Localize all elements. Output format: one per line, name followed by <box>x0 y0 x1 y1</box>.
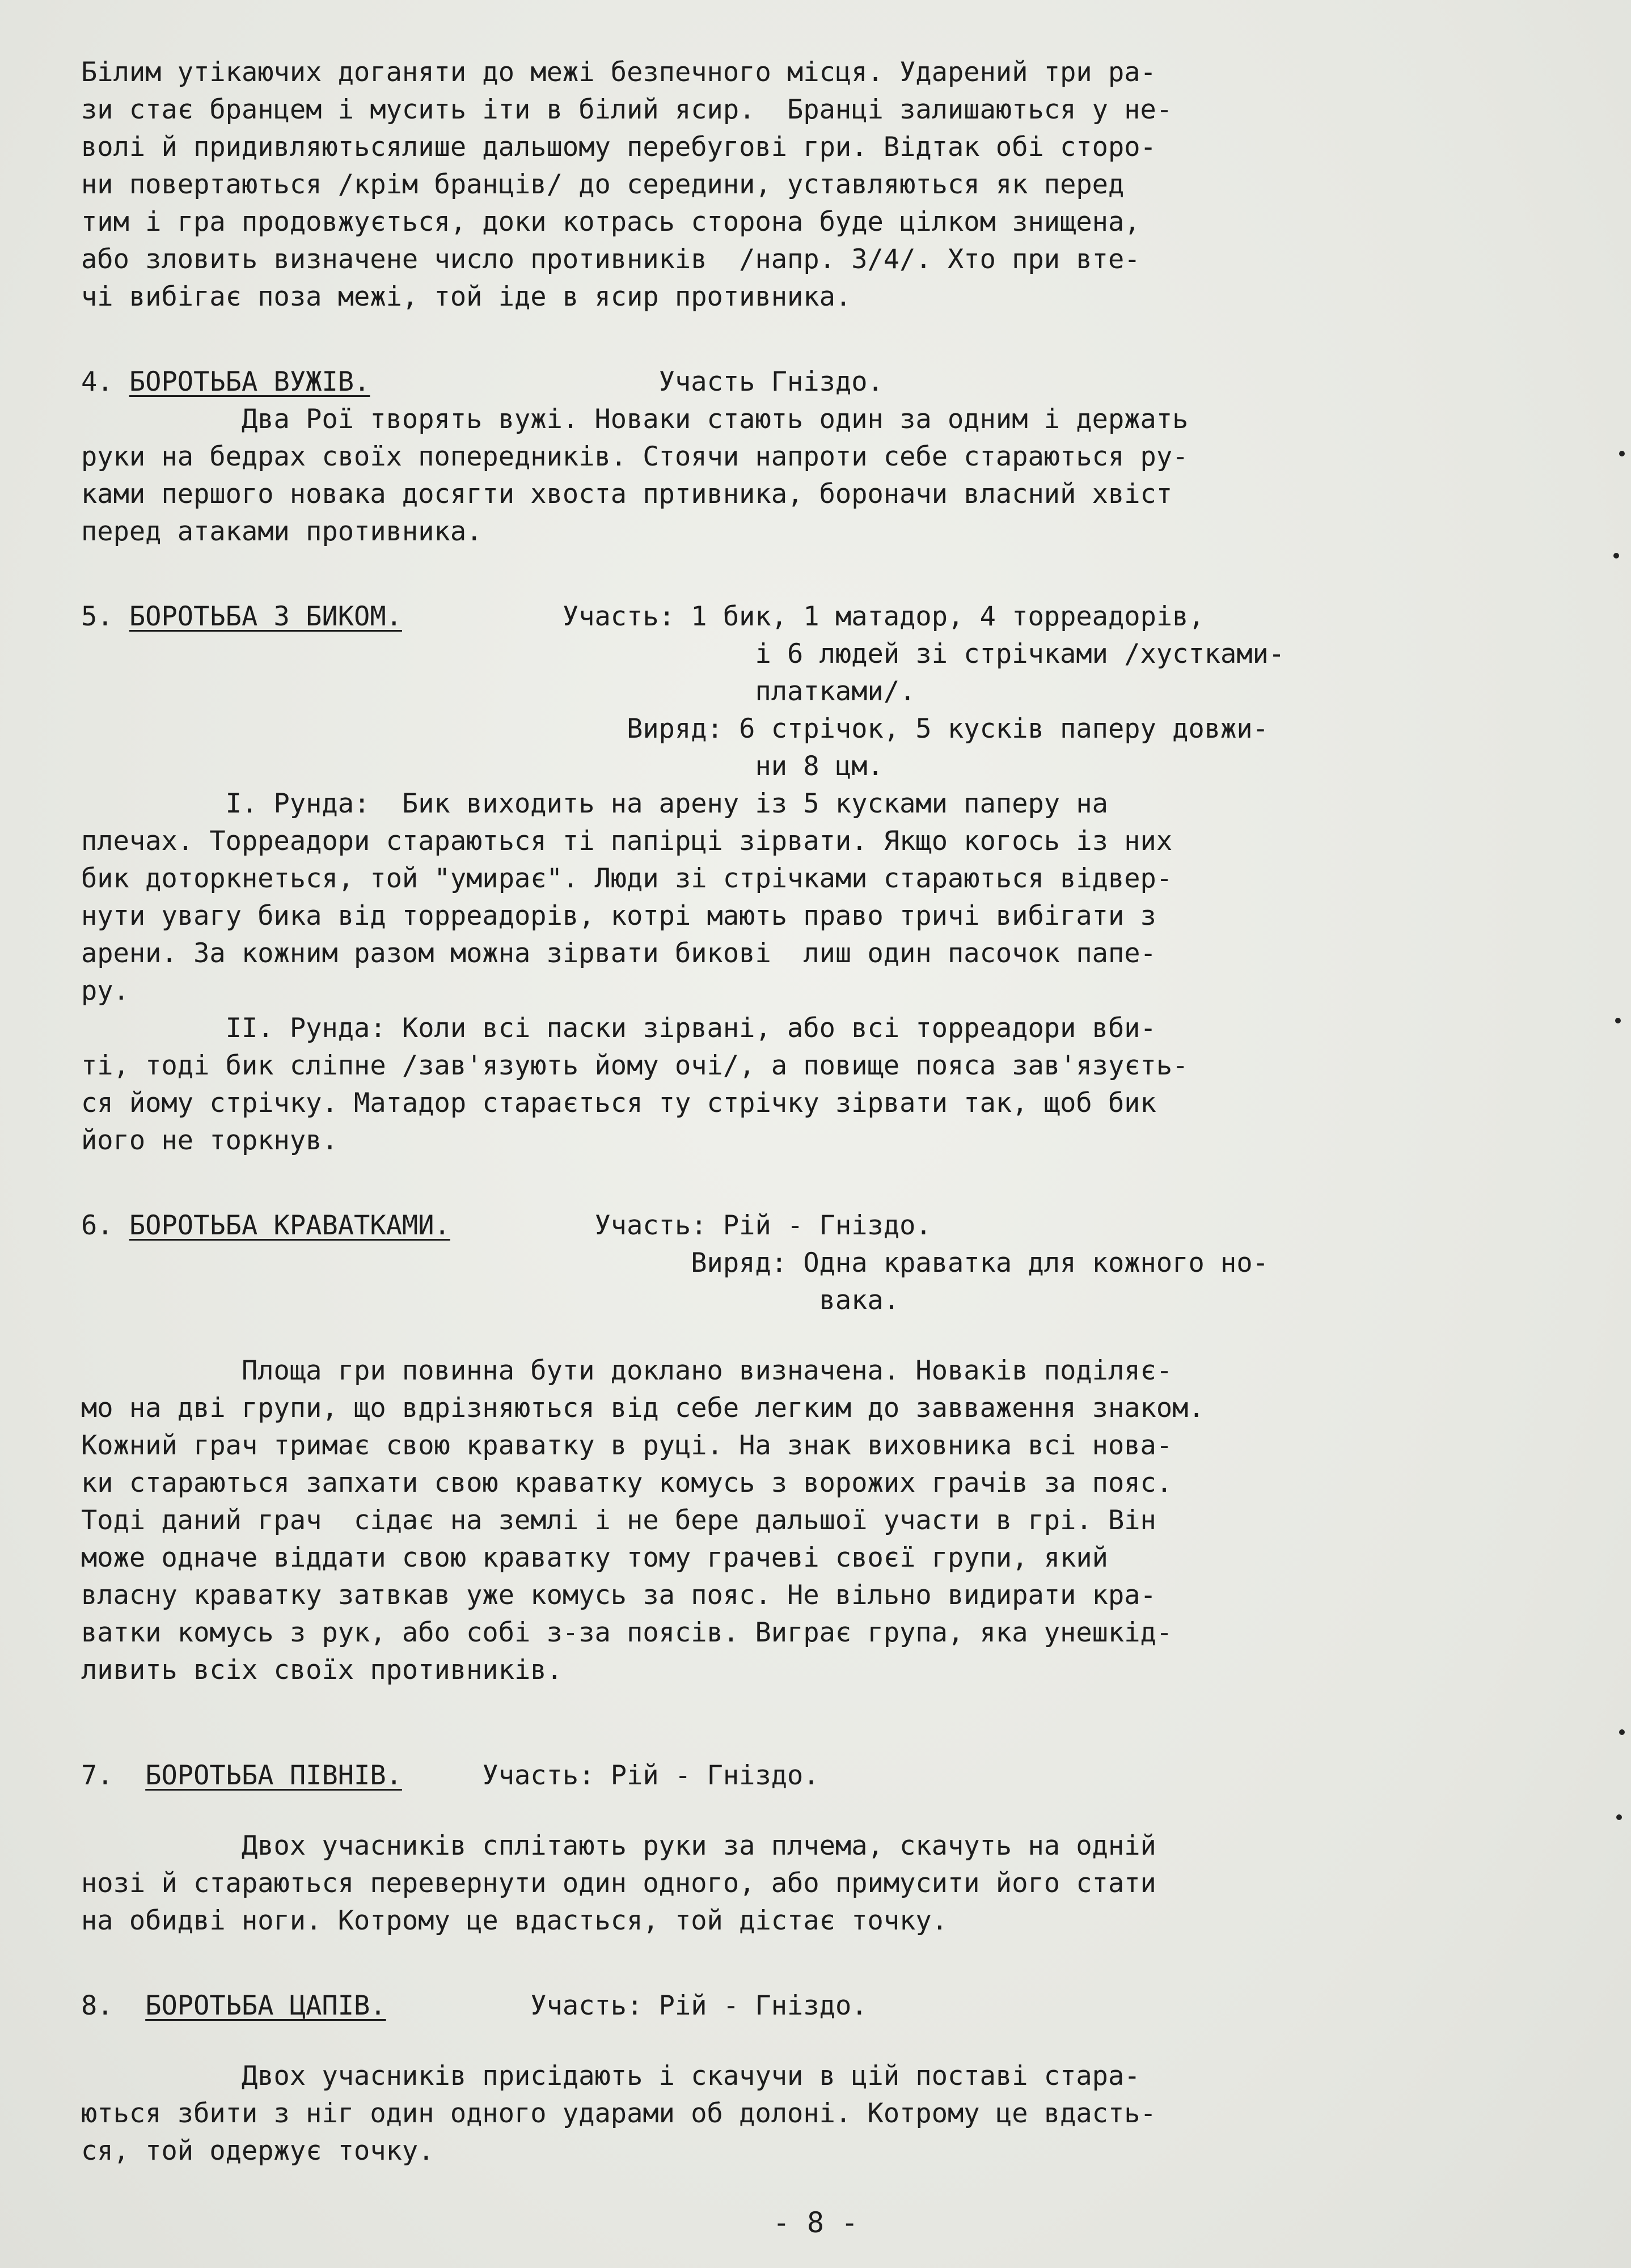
section-meta-line: вака. <box>81 1285 900 1316</box>
section-7 <box>81 1757 1574 1940</box>
section-title: БОРОТЬБА ЦАПІВ. <box>145 1990 386 2021</box>
text-line: Площа гри повинна бути доклано визначена. Новаків поділяє- <box>81 1355 1173 1386</box>
text-line: тим і гра продовжується, доки котрась сторона буде цілком знищена, <box>81 206 1140 238</box>
text-line: Кожний грач тримає свою краватку в руці. На знак виховника всі нова- <box>81 1430 1173 1461</box>
section-participants: Участь: 1 бик, 1 матадор, 4 торреадорів, <box>402 601 1205 632</box>
margin-speck <box>1615 1018 1621 1023</box>
text-line: Білим утікаючих доганяти до межі безпечного місця. Ударений три ра- <box>81 57 1156 88</box>
text-line: чі вибігає поза межі, той іде в ясир противника. <box>81 281 852 312</box>
text-line: руки на бедрах своїх попередників. Стоячи напроти себе стараються ру- <box>81 441 1189 472</box>
text-line: ся йому стрічку. Матадор старається ту стрічку зірвати так, щоб бик <box>81 1088 1156 1119</box>
section-number: 6. <box>81 1210 129 1241</box>
section-heading <box>81 1207 1574 1245</box>
section-title: БОРОТЬБА КРАВАТКАМИ. <box>129 1210 450 1241</box>
text-line: може одначе віддати свою краватку тому грачеві своєї групи, який <box>81 1542 1108 1573</box>
text-line: ками першого новака досягти хвоста пртивника, бороначи власний хвіст <box>81 479 1173 510</box>
text-line: ки стараються запхати свою краватку комусь з ворожих грачів за пояс. <box>81 1467 1173 1499</box>
text-line: зи стає бранцем і мусить іти в білий ясир. Бранці залишаються у не- <box>81 94 1173 125</box>
section-5 <box>81 598 1574 1160</box>
section-heading <box>81 363 1574 401</box>
text-line: плечах. Торреадори стараються ті папірці зірвати. Якщо когось із них <box>81 826 1173 857</box>
section-participants: Участь: Рій - Гніздо. <box>386 1990 868 2021</box>
text-line: ру. <box>81 975 129 1006</box>
section-number: 5. <box>81 601 129 632</box>
text-line: власну краватку затвкав уже комусь за пояс. Не вільно видирати кра- <box>81 1580 1156 1611</box>
section-meta-line: і 6 людей зі стрічками /хустками- <box>81 638 1285 670</box>
section-title: БОРОТЬБА З БИКОМ. <box>129 601 402 632</box>
text-line: I. Рунда: Бик виходить на арену із 5 кусками паперу на <box>81 788 1108 819</box>
section-participants: Участь: Рій - Гніздо. <box>450 1210 932 1241</box>
section-equipment: Виряд: Одна краватка для кожного но- <box>81 1247 1269 1279</box>
section-participants: Участь: Рій - Гніздо. <box>402 1760 819 1791</box>
section-title: БОРОТЬБА ВУЖІВ. <box>129 366 370 397</box>
text-line: ватки комусь з рук, або собі з-за поясів. Виграє група, яка унешкід- <box>81 1617 1173 1648</box>
section-equipment: Виряд: 6 стрічок, 5 кусків паперу довжи- <box>81 713 1269 744</box>
section-meta-line: ни 8 цм. <box>81 751 884 782</box>
section-number: 8. <box>81 1990 146 2021</box>
page-number: - 8 - <box>772 2206 859 2239</box>
section-heading <box>81 1987 1574 2025</box>
margin-speck <box>1619 451 1625 456</box>
text-line: нозі й стараються перевернути один одного, або примусити його стати <box>81 1868 1156 1899</box>
text-line: нути увагу бика від торреадорів, котрі мають право тричі вибігати з <box>81 900 1156 932</box>
text-line: перед атаками противника. <box>81 516 483 547</box>
section-heading <box>81 1757 1574 1795</box>
text-line: волі й придивляютьсялише дальшому перебугові гри. Відтак обі сторо- <box>81 132 1156 163</box>
section-number: 4. <box>81 366 129 397</box>
text-line: бик доторкнеться, той "умирає". Люди зі стрічками стараються відвер- <box>81 863 1173 894</box>
intro-paragraph <box>81 54 1574 316</box>
section-4 <box>81 363 1574 551</box>
section-6 <box>81 1207 1574 1689</box>
text-line: ся, той одержує точку. <box>81 2135 434 2167</box>
section-participants: Участь Гніздо. <box>370 366 884 397</box>
text-line: на обидві ноги. Котрому це вдасться, той дістає точку. <box>81 1905 948 1936</box>
section-number: 7. <box>81 1760 146 1791</box>
text-line: ни повертаються /крім бранців/ до середини, уставляються як перед <box>81 169 1125 200</box>
text-line: арени. За кожним разом можна зірвати бикові лиш один пасочок папе- <box>81 938 1156 969</box>
section-title: БОРОТЬБА ПІВНІВ. <box>145 1760 402 1791</box>
section-8 <box>81 1987 1574 2170</box>
text-line: Тоді даний грач сідає на землі і не бере дальшої участи в грі. Він <box>81 1505 1156 1536</box>
margin-speck <box>1619 1729 1625 1735</box>
text-line: ливить всіх своїх противників. <box>81 1655 563 1686</box>
text-line: мо на дві групи, що вдрізняються від себе легким до завваження знаком. <box>81 1393 1205 1424</box>
text-line: Двох учасників присідають і скачучи в цій поставі стара- <box>81 2060 1140 2092</box>
margin-speck <box>1616 1814 1622 1820</box>
text-line: або зловить визначене число противників /напр. 3/4/. Хто при вте- <box>81 244 1140 275</box>
section-heading <box>81 598 1574 636</box>
text-line: Два Рої творять вужі. Новаки стають один за одним і держать <box>81 404 1189 435</box>
margin-speck <box>1613 553 1619 558</box>
text-line: II. Рунда: Коли всі паски зірвані, або всі торреадори вби- <box>81 1013 1156 1044</box>
text-line: Двох учасників сплітають руки за плчема, скачуть на одній <box>81 1830 1156 1861</box>
section-meta-line: платками/. <box>81 676 916 707</box>
text-line: ті, тоді бик сліпне /зав'язують йому очі/, а повище пояса зав'язуєть- <box>81 1050 1189 1081</box>
text-line: його не торкнув. <box>81 1125 338 1156</box>
text-line: ються збити з ніг один одного ударами об долоні. Котрому це вдасть- <box>81 2098 1156 2129</box>
